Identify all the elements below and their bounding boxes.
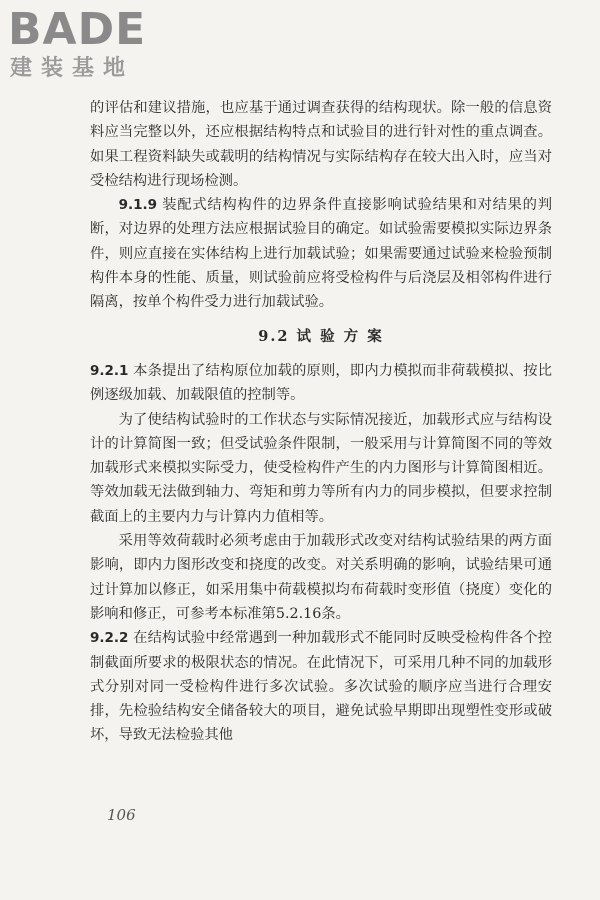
clause-number: 9.2.1 bbox=[90, 362, 129, 379]
paragraph-continued: 的评估和建议措施，也应基于通过调查获得的结构现状。除一般的信息资料应当完整以外，还应根据结构特点和试验目的进行针对性的重点调查。如果工程资料缺失或载明的结构情况与实际结构存在较大出入时，应当对受检结构进行现场检测。 bbox=[90, 100, 552, 189]
clause-9-2-1 bbox=[90, 359, 552, 408]
clause-text: 本条提出了结构原位加载的原则，即内力模拟而非荷载模拟、按比例逐级加载、加载限值的控制等。 bbox=[90, 362, 553, 404]
logo-wordmark: BADE bbox=[8, 4, 147, 55]
clause-text: 装配式结构构件的边界条件直接影响试验结果和对结果的判断，对边界的处理方法应根据试验目的确定。如试验需要模拟实际边界条件，则应直接在实体结构上进行加载试验；如果需要通过试验来检验预制构件本身的性能、质量，则试验前应将受检构件与后浇层及相邻构件进行隔离，按单个构件受力进行加载试验。 bbox=[90, 197, 552, 311]
logo-subtitle: 建装基地 bbox=[10, 56, 135, 81]
clause-9-2-2 bbox=[90, 626, 552, 747]
clause-text: 在结构试验中经常遇到一种加载形式不能同时反映受检构件各个控制截面所要求的极限状态的情况。在此情况下，可采用几种不同的加载形式分别对同一受检构件进行多次试验。多次试验的顺序应当进行合理安排，先检验结构安全储备较大的项目，避免试验早期即出现塑性变形或破坏，导致无法检验其他 bbox=[90, 630, 553, 744]
page-number: 106 bbox=[107, 806, 136, 824]
document-body bbox=[90, 96, 552, 748]
paragraph: 采用等效荷载时必须考虑由于加载形式改变对结构试验结果的两方面影响，即内力图形改变和挠度的改变。对关系明确的影响，试验结果可通过计算加以修正，如采用集中荷载模拟均布荷载时变形值（挠度）变化的影响和修正，可参考本标准第5.2.16条。 bbox=[90, 533, 552, 622]
clause-9-1-9 bbox=[90, 193, 552, 314]
clause-number: 9.1.9 bbox=[118, 197, 158, 214]
brand-logo bbox=[8, 6, 146, 84]
paragraph: 为了使结构试验时的工作状态与实际情况接近，加载形式应与结构设计的计算简图一致；但受试验条件限制，一般采用与计算简图不同的等效加载形式来模拟实际受力，使受检构件产生的内力图形与计算简图相近。等效加载无法做到轴力、弯矩和剪力等所有内力的同步模拟，但要求控制截面上的主要内力与计算内力值相等。 bbox=[90, 411, 552, 525]
clause-number: 9.2.2 bbox=[90, 630, 129, 647]
section-heading: 9.2 试 验 方 案 bbox=[258, 327, 384, 345]
